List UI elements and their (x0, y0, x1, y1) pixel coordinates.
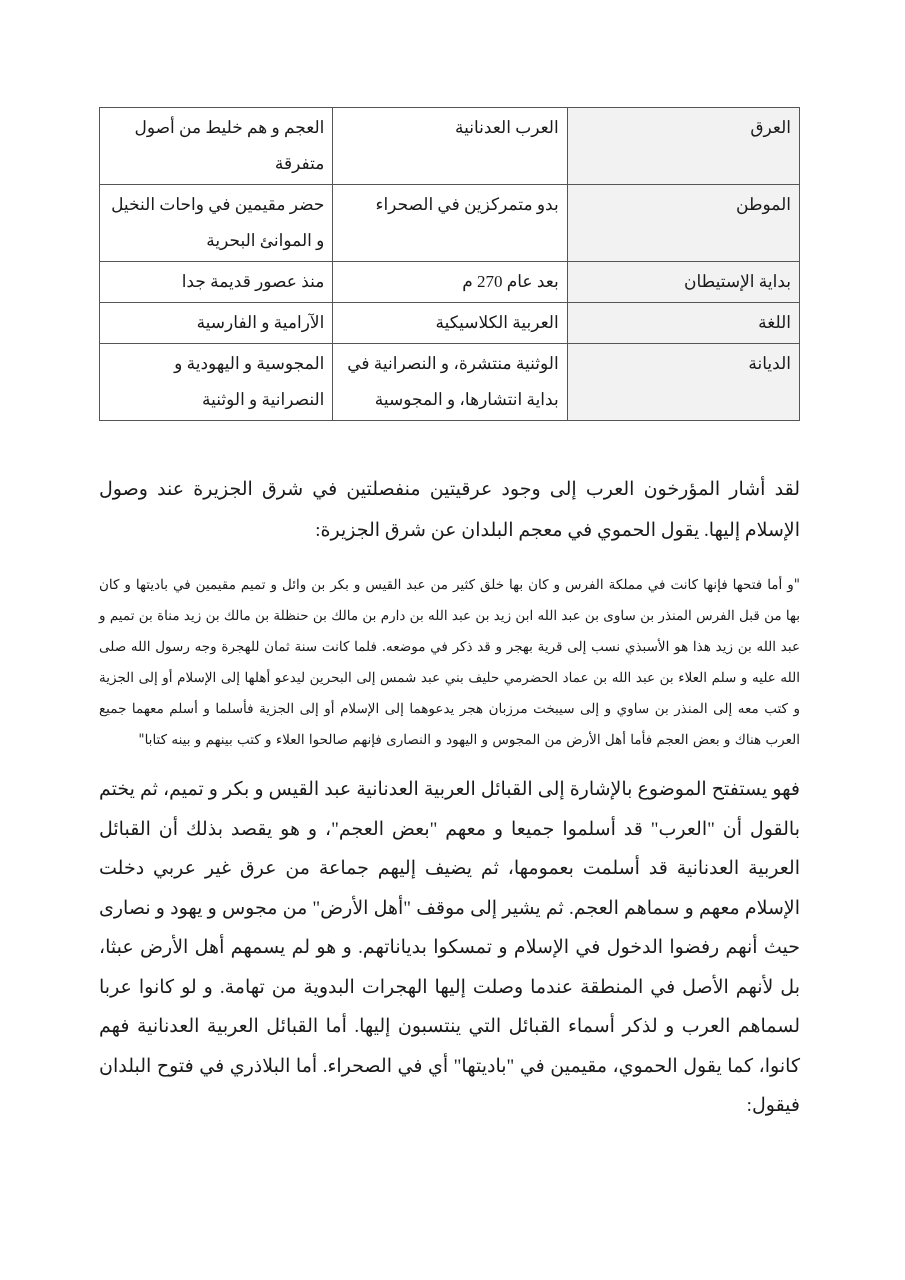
row-label-cell: بداية الإستيطان (567, 262, 799, 303)
row-label-cell: الديانة (567, 344, 799, 421)
table-row (100, 262, 800, 303)
adnani-cell: العرب العدنانية (333, 108, 567, 185)
adnani-cell: العربية الكلاسيكية (333, 303, 567, 344)
table-row (100, 303, 800, 344)
analysis-paragraph: فهو يستفتح الموضوع بالإشارة إلى القبائل العربية العدنانية عبد القيس و بكر و تميم، ثم يختم بالقول أن "العرب" قد أسلموا جميعا و معهم "بعض العجم"، و هو يقصد بذلك أن القبائل العربية العدنانية قد أسلمت بعمومها، ثم يضيف إليهم جماعة من عرق غير عربي دخلت الإسلام معهم و سماهم العجم. ثم يشير إلى موقف "أهل الأرض" من مجوس و يهود و نصارى حيث أنهم رفضوا الدخول في الإسلام و تمسكوا بدياناتهم. و هو لم يسمهم أهل الأرض عبثا، بل لأنهم الأصل في المنطقة عندما وصلت إليها الهجرات البدوية من تهامة. و لو كانوا عربا لسماهم العرب و لذكر أسماء القبائل التي ينتسبون إليها. أما القبائل العربية العدنانية فهم كانوا، كما يقول الحموي، مقيمين في "باديتها" أي في الصحراء. أما البلاذري في فتوح البلدان فيقول: (99, 779, 800, 1116)
other-cell: المجوسية و اليهودية و النصرانية و الوثنية (100, 344, 333, 421)
adnani-cell: بدو متمركزين في الصحراء (333, 185, 567, 262)
adnani-cell: بعد عام 270 م (333, 262, 567, 303)
hamawi-quote: "و أما فتحها فإنها كانت في مملكة الفرس و كان بها خلق كثير من عبد القيس و بكر بن وائل و تميم مقيمين في باديتها و كان بها من قبل الفرس المنذر بن ساوى بن عبد الله ابن زيد بن عبد الله بن دارم بن مالك بن حنظلة بن مالك بن زيد مناة بن تميم و عبد الله بن زيد هذا هو الأسبذي نسب إلى قرية بهجر و قد ذكر في موضعه. فلما كانت سنة ثمان للهجرة وجه رسول الله صلى الله عليه و سلم العلاء بن عبد الله بن عماد الحضرمي حليف بني عبد شمس إلى البحرين ليدعو أهلها إلى الإسلام أو إلى الجزية و كتب معه إلى المنذر بن ساوي و إلى سيبخت مرزبان هجر يدعوهما إلى الإسلام أو إلى الجزية فأسلما و أسلم معهما جميع العرب هناك و بعض العجم فأما أهل الأرض من المجوس و اليهود و النصارى فإنهم صالحوا العلاء و كتب بينهم و بينه كتابا" (99, 577, 800, 748)
other-cell: الآرامية و الفارسية (100, 303, 333, 344)
table-row (100, 185, 800, 262)
table-row (100, 344, 800, 421)
document-page (99, 107, 800, 1145)
other-cell: حضر مقيمين في واحات النخيل و الموانئ البحرية (100, 185, 333, 262)
row-label-cell: اللغة (567, 303, 799, 344)
other-cell: العجم و هم خليط من أصول متفرقة (100, 108, 333, 185)
row-label-cell: العرق (567, 108, 799, 185)
other-cell: منذ عصور قديمة جدا (100, 262, 333, 303)
comparison-table (99, 107, 800, 421)
row-label-cell: الموطن (567, 185, 799, 262)
table-row (100, 108, 800, 185)
adnani-cell: الوثنية منتشرة، و النصرانية في بداية انتشارها، و المجوسية (333, 344, 567, 421)
intro-paragraph: لقد أشار المؤرخون العرب إلى وجود عرقيتين منفصلتين في شرق الجزيرة عند وصول الإسلام إليها. يقول الحموي في معجم البلدان عن شرق الجزيرة: (99, 479, 800, 541)
